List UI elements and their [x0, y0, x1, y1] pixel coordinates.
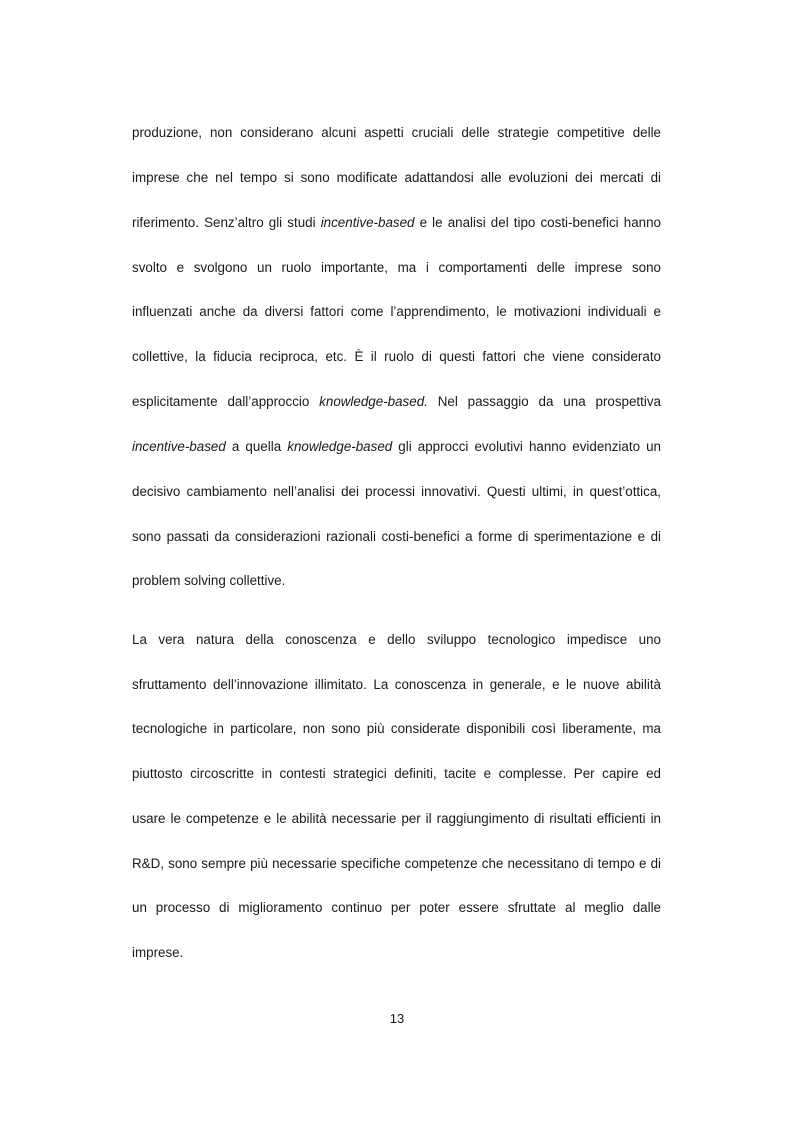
italic-term: incentive-based — [132, 439, 226, 454]
paragraph-2-line-7: un processo di miglioramento continuo per poter essere sfruttate al meglio dalle — [132, 900, 661, 915]
paragraph-2-line-3: tecnologiche in particolare, non sono più considerate disponibili così liberamente, ma — [132, 721, 661, 736]
paragraph-1-line-8 — [132, 438, 661, 456]
paragraph-1-line-6: collettive, la fiducia reciproca, etc. È il ruolo di questi fattori che viene considerato — [132, 349, 661, 364]
text-run: gli approcci evolutivi hanno evidenziato un — [392, 439, 661, 454]
paragraph-1-line-7 — [132, 393, 661, 411]
text-run: a quella — [225, 439, 288, 454]
paragraph-2-line-8: imprese. — [132, 945, 184, 960]
text-run: esplicitamente dall’approccio — [132, 394, 320, 409]
italic-term: incentive-based — [320, 215, 415, 230]
paragraph-1-line-5: influenzati anche da diversi fattori come l’apprendimento, le motivazioni individuali e — [132, 304, 661, 319]
paragraph-1-line-3 — [132, 214, 661, 232]
italic-term: knowledge-based. — [319, 394, 428, 409]
paragraph-1-line-11: problem solving collettive. — [132, 573, 286, 588]
italic-term: knowledge-based — [287, 439, 393, 454]
page-number: 13 — [389, 1011, 405, 1026]
text-run: riferimento. Senz’altro gli studi — [132, 215, 321, 230]
paragraph-2-line-2: sfruttamento dell’innovazione illimitato. La conoscenza in generale, e le nuove abilità — [132, 677, 661, 692]
paragraph-2-line-6: R&D, sono sempre più necessarie specifiche competenze che necessitano di tempo e di — [132, 856, 661, 871]
text-run: Nel passaggio da una prospettiva — [427, 394, 661, 409]
paragraph-1-line-2: imprese che nel tempo si sono modificate adattandosi alle evoluzioni dei mercati di — [132, 170, 661, 185]
paragraph-1-line-10: sono passati da considerazioni razionali costi-benefici a forme di sperimentazione e di — [132, 529, 661, 544]
paragraph-1-line-1: produzione, non considerano alcuni aspetti cruciali delle strategie competitive delle — [132, 125, 661, 140]
paragraph-2-line-5: usare le competenze e le abilità necessarie per il raggiungimento di risultati efficienti in — [132, 811, 661, 826]
paragraph-1-line-4: svolto e svolgono un ruolo importante, ma i comportamenti delle imprese sono — [132, 260, 661, 275]
paragraph-2-line-4: piuttosto circoscritte in contesti strategici definiti, tacite e complesse. Per capire ed — [132, 766, 661, 781]
text-run: e le analisi del tipo costi-benefici hanno — [414, 215, 661, 230]
paragraph-1-line-9: decisivo cambiamento nell’analisi dei processi innovativi. Questi ultimi, in quest’ottica, — [132, 484, 661, 499]
paragraph-2-line-1: La vera natura della conoscenza e dello sviluppo tecnologico impedisce uno — [132, 632, 661, 647]
